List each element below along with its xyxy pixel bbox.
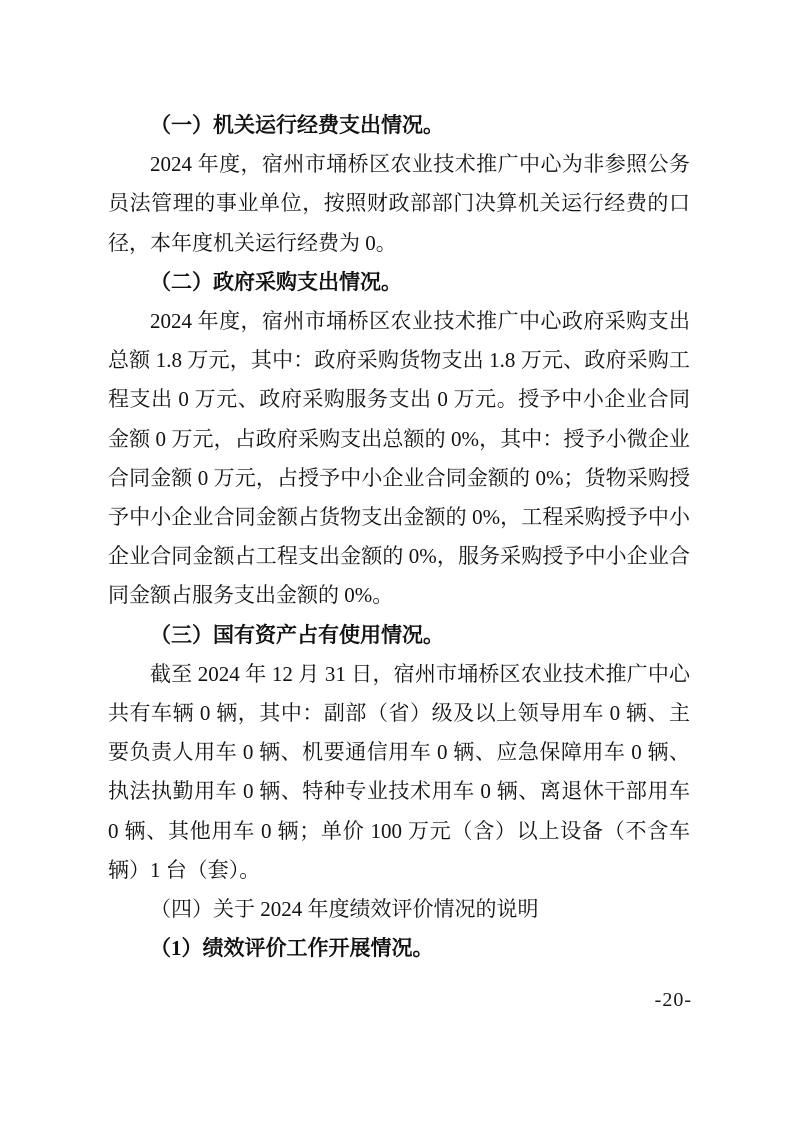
heading-gov-procurement: （二）政府采购支出情况。: [150, 269, 402, 294]
document-body: [108, 106, 690, 968]
heading-performance-evaluation: （四）关于 2024 年度绩效评价情况的说明: [150, 897, 539, 922]
heading-performance-evaluation-work: （1）绩效评价工作开展情况。: [150, 936, 434, 961]
page-number: -20-: [654, 989, 692, 1011]
heading-state-assets: （三）国有资产占有使用情况。: [150, 622, 444, 647]
heading-org-operating-expenses: （一）机关运行经费支出情况。: [150, 113, 444, 137]
para-gov-procurement: 2024 年度，宿州市埇桥区农业技术推广中心政府采购支出总额 1.8 万元，其中：政府采购货物支出 1.8 万元、政府采购工程支出 0 万元、政府采购服务支出 0 万元。授予中小企业合同金额 0 万元，占政府采购支出总额的 0%，其中：授予小微企业合同金额 0 万元，占授予中小企业合同金额的 0%；货物采购授予中小企业合同金额占货物支出金额的 0%，工程采购授予中小企业合同金额占工程支出金额的 0%，服务采购授予中小企业合同金额占服务支出金额的 0%。: [108, 309, 690, 608]
para-org-operating-expenses: 2024 年度，宿州市埇桥区农业技术推广中心为非参照公务员法管理的事业单位，按照财政部部门决算机关运行经费的口径，本年度机关运行经费为 0。: [108, 152, 690, 255]
para-state-assets: 截至 2024 年 12 月 31 日，宿州市埇桥区农业技术推广中心共有车辆 0 辆，其中：副部（省）级及以上领导用车 0 辆、主要负责人用车 0 辆、机要通信用车 0 辆、应急保障用车 0 辆、执法执勤用车 0 辆、特种专业技术用车 0 辆、离退休干部用车 0 辆、其他用车 0 辆；单价 100 万元（含）以上设备（不含车辆）1 台（套）。: [108, 661, 690, 882]
